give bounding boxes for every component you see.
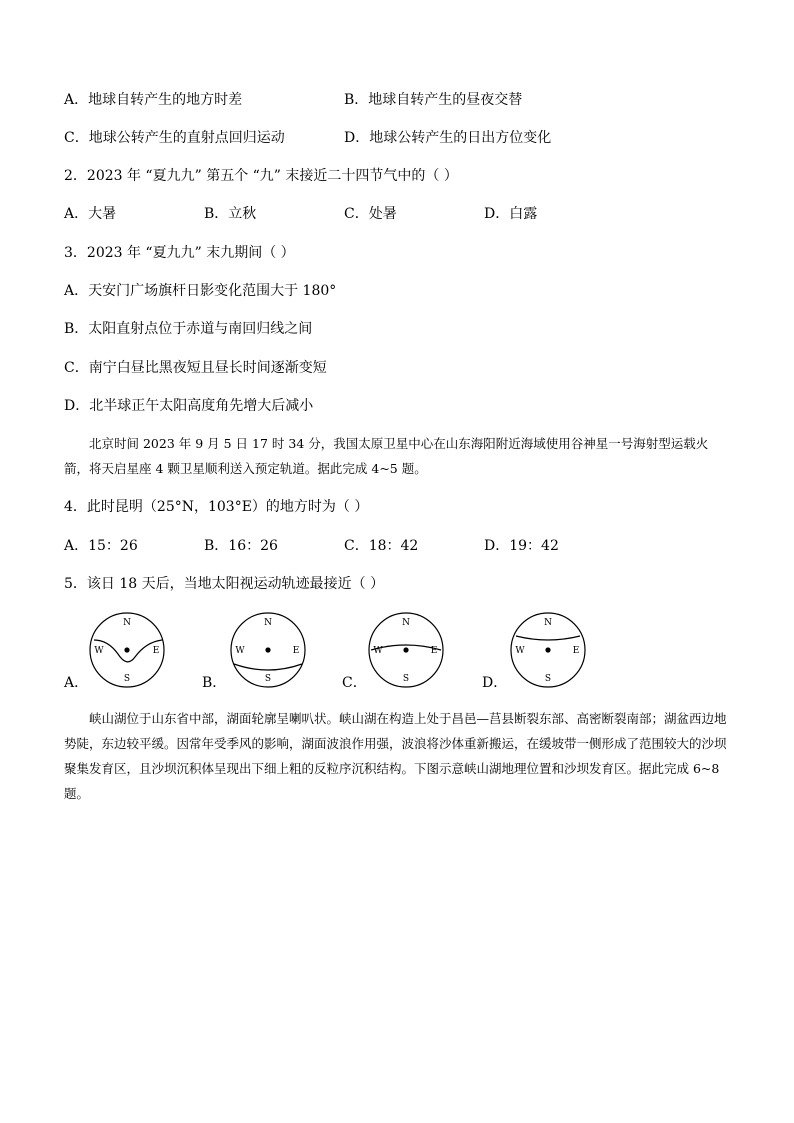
q1-option-d: D．地球公转产生的日出方位变化 xyxy=(344,130,552,146)
observer-dot xyxy=(124,647,129,652)
q5-stem: 5．该日 18 天后，当地太阳视运动轨迹最接近（ ） xyxy=(64,576,385,592)
q5-option-b-letter: B． xyxy=(202,675,227,691)
q1-option-c: C．地球公转产生的直射点回归运动 xyxy=(64,130,285,146)
compass-n: N xyxy=(123,618,131,628)
q2-option-c: C．处暑 xyxy=(344,206,397,222)
q5-option-a-letter: A． xyxy=(64,675,89,691)
q1-option-a: A．地球自转产生的地方时差 xyxy=(64,92,243,108)
sun-path-curve xyxy=(516,636,580,640)
compass-e: E xyxy=(152,646,160,656)
q2-option-d: D．白露 xyxy=(484,206,538,222)
compass-e: E xyxy=(430,646,438,656)
q3-option-a: A．天安门广场旗杆日影变化范围大于 180° xyxy=(64,283,337,299)
sun-path-curve xyxy=(234,664,302,670)
compass-w: W xyxy=(235,646,245,656)
compass-n: N xyxy=(264,618,272,628)
q4-stem: 4．此时昆明（25°N，103°E）的地方时为（ ） xyxy=(64,499,369,515)
compass-w: W xyxy=(373,646,383,656)
q5-option-a-diagram xyxy=(88,610,168,690)
compass-w: W xyxy=(515,646,525,656)
compass-s: S xyxy=(264,674,272,684)
q2-stem: 2．2023 年 “夏九九” 第五个 “九” 末接近二十四节气中的（ ） xyxy=(64,168,458,184)
q3-option-b: B．太阳直射点位于赤道与南回归线之间 xyxy=(64,321,313,337)
q5-option-c-diagram xyxy=(366,610,446,690)
q4-option-d: D．19：42 xyxy=(484,538,559,554)
compass-e: E xyxy=(292,646,300,656)
q5-option-d-diagram xyxy=(508,610,588,690)
observer-dot xyxy=(403,647,408,652)
passage-4-5-text: 北京时间 2023 年 9 月 5 日 17 时 34 分，我国太原卫星中心在山东海阳附近海域使用谷神星一号海射型运载火箭，将天启星座 4 颗卫星顺利送入预定轨道。据此完成 4~5 题。 xyxy=(64,436,709,476)
passage-6-8-text: 峡山湖位于山东省中部，湖面轮廓呈喇叭状。峡山湖在构造上处于昌邑—莒县断裂东部、高密断裂南部；湖盆西边地势陡，东边较平缓。因常年受季风的影响，湖面波浪作用强，波浪将沙体重新搬运，在缓坡带一侧形成了范围较大的沙坝聚集发育区，且沙坝沉积体呈现出下细上粗的反粒序沉积结构。下图示意峡山湖地理位置和沙坝发育区。据此完成 6~8 题。 xyxy=(64,711,727,801)
q5-option-c-letter: C． xyxy=(342,675,367,691)
compass-n: N xyxy=(402,618,410,628)
compass-s: S xyxy=(544,674,552,684)
compass-e: E xyxy=(572,646,580,656)
q5-option-b-diagram xyxy=(228,610,308,690)
q3-option-d: D．北半球正午太阳高度角先增大后减小 xyxy=(64,398,314,414)
compass-s: S xyxy=(402,674,410,684)
compass-n: N xyxy=(544,618,552,628)
observer-dot xyxy=(265,647,270,652)
compass-w: W xyxy=(94,646,104,656)
passage-4-5 xyxy=(64,431,732,481)
q2-option-b: B．立秋 xyxy=(204,206,257,222)
q4-option-c: C．18：42 xyxy=(344,538,419,554)
q3-option-c: C．南宁白昼比黑夜短且昼长时间逐渐变短 xyxy=(64,360,327,376)
q3-stem: 3．2023 年 “夏九九” 末九期间（ ） xyxy=(64,245,295,261)
compass-s: S xyxy=(123,674,131,684)
q1-option-b: B．地球自转产生的昼夜交替 xyxy=(344,92,523,108)
q5-option-d-letter: D． xyxy=(482,675,508,691)
observer-dot xyxy=(545,647,550,652)
q2-option-a: A．大暑 xyxy=(64,206,117,222)
passage-6-8 xyxy=(64,706,732,806)
q4-option-a: A．15：26 xyxy=(64,538,138,554)
q4-option-b: B．16：26 xyxy=(204,538,278,554)
